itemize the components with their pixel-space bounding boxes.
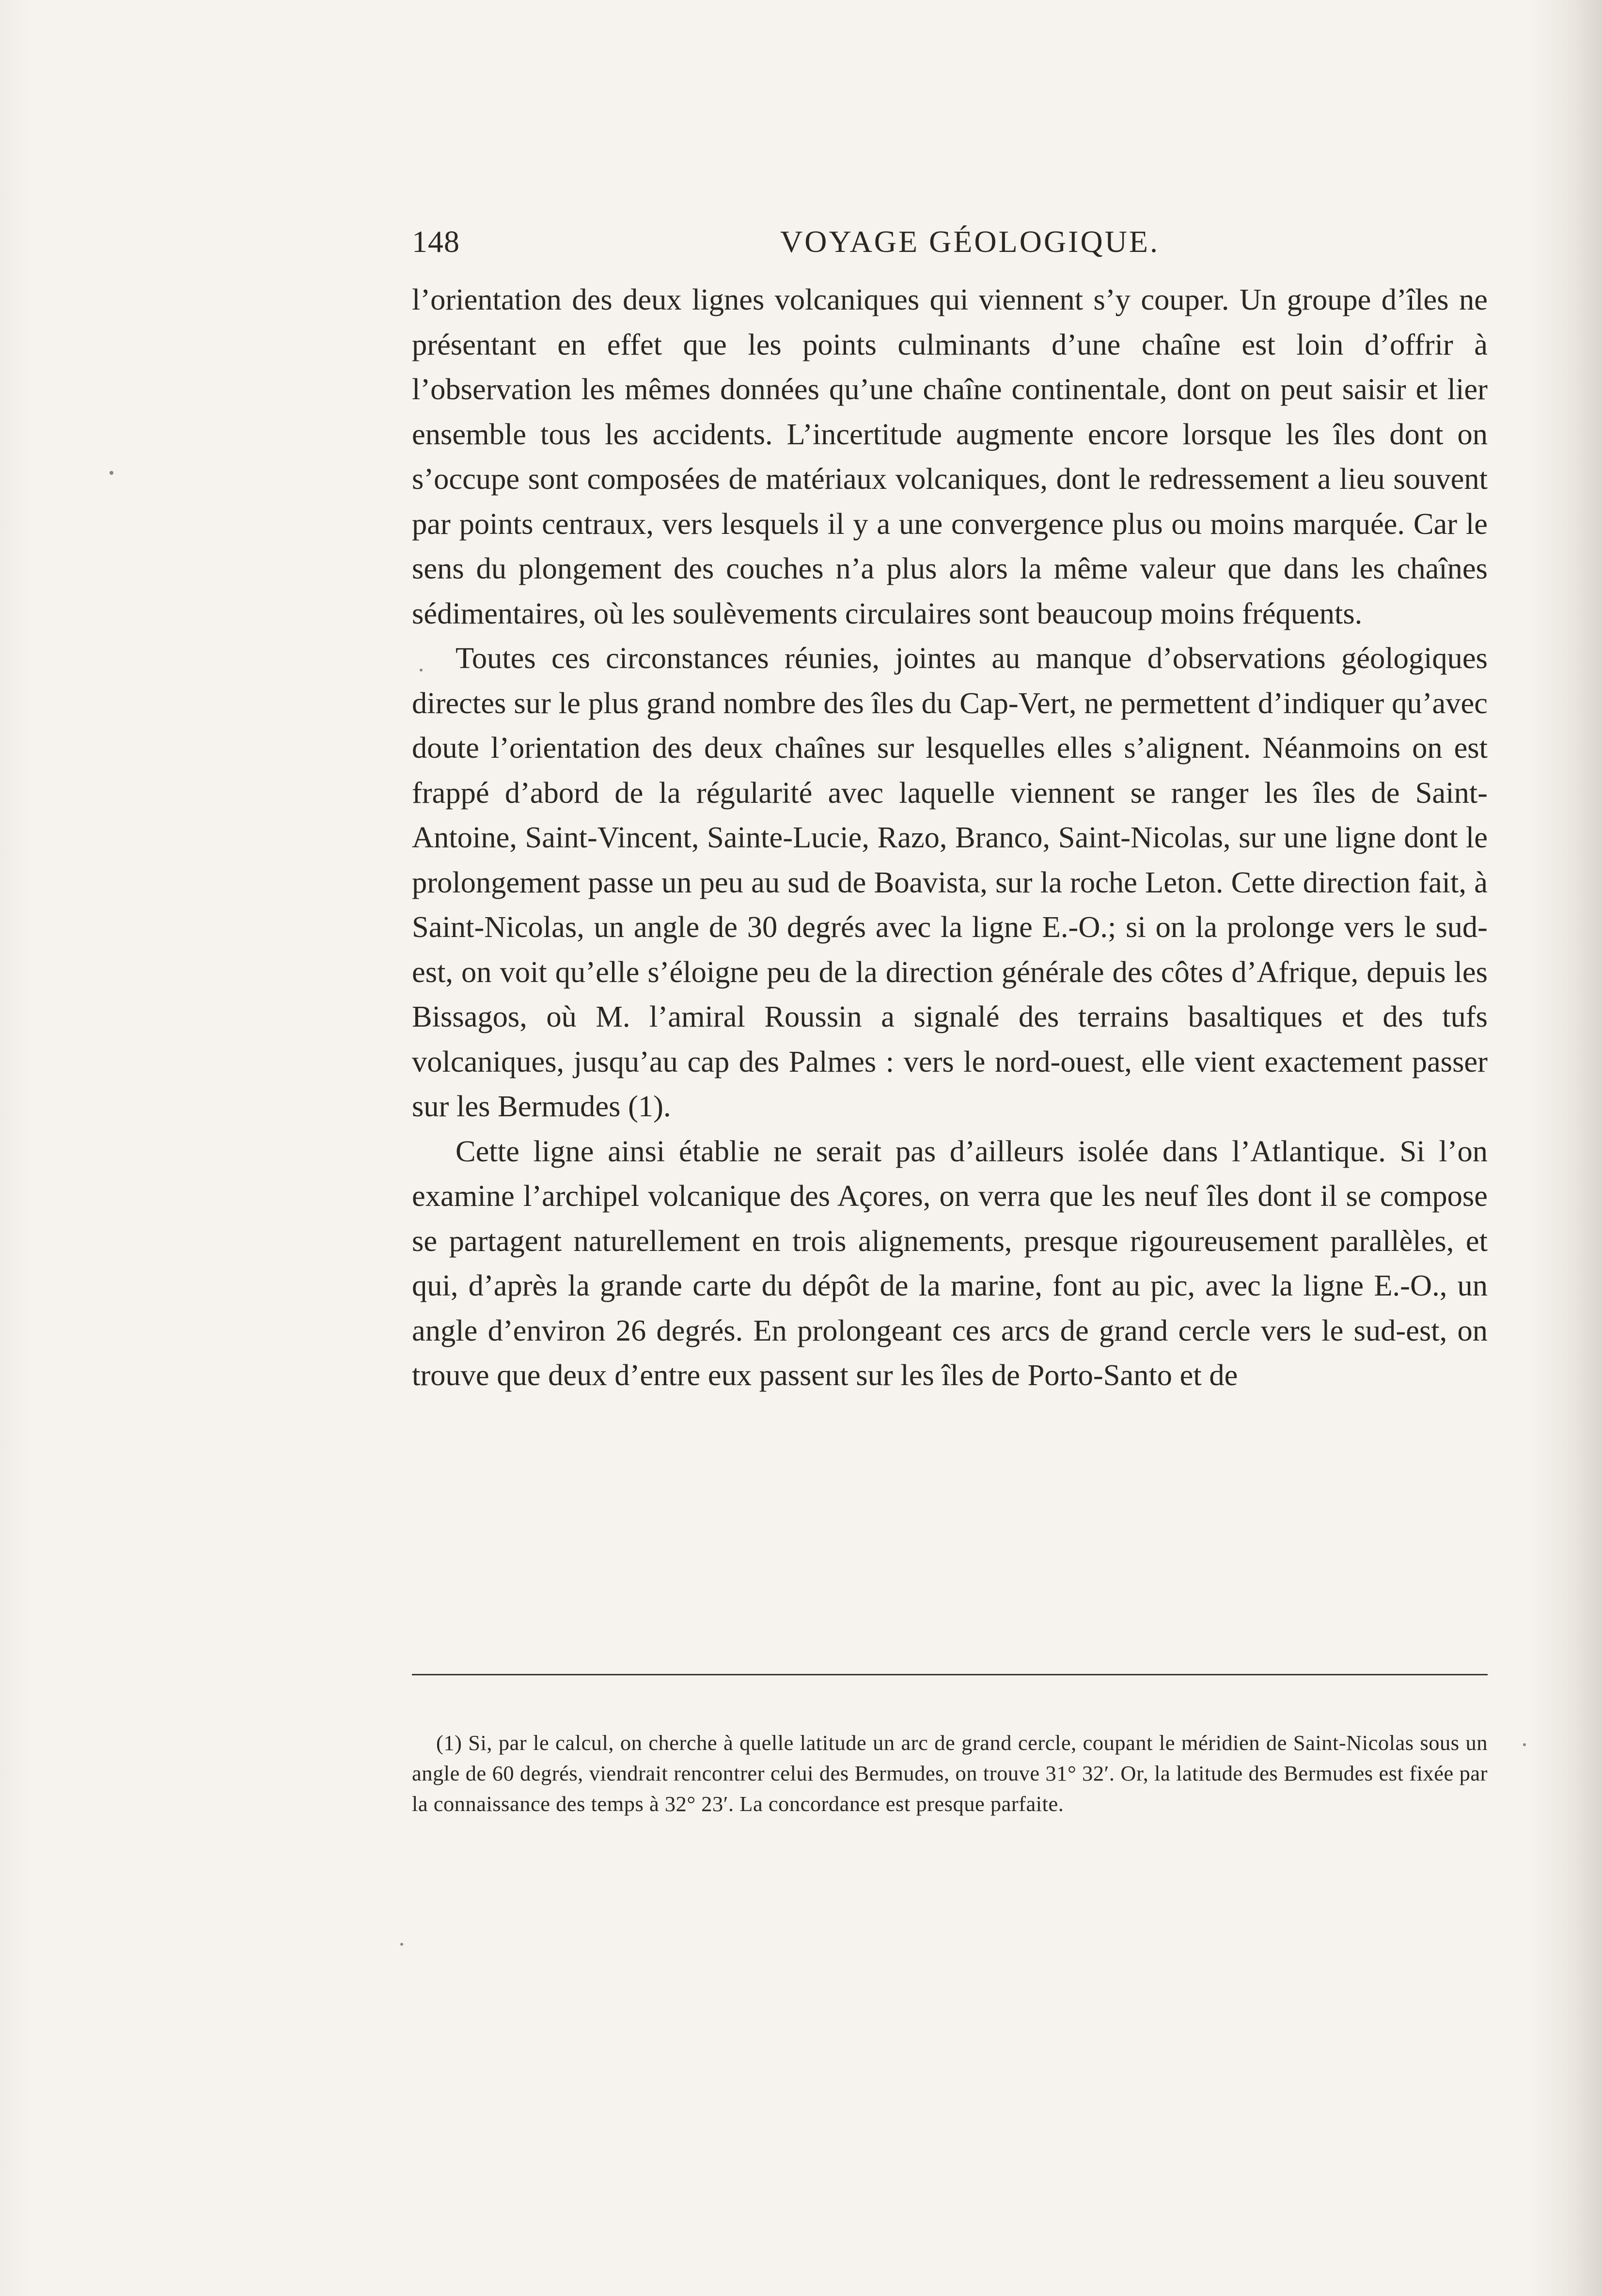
body-text (412, 277, 1488, 1398)
footnote: (1) Si, par le calcul, on cherche à quelle latitude un arc de grand cercle, coupant le méridien de Saint-Nicolas sous un angle de 60 degrés, viendrait rencontrer celui des Bermudes, on trouve 31° 32′. Or, la latitude des Bermudes est fixée par la connaissance des temps à 32° 23′. La concordance est presque parfaite. (412, 1731, 1488, 1816)
footnote-rule (412, 1674, 1488, 1675)
page-edge-shadow-right (1529, 0, 1602, 2296)
paper-speck (1523, 1743, 1526, 1746)
paper-speck (110, 471, 113, 475)
paragraph: Toutes ces circonstances réunies, jointes au manque d’observations géologiques directes sur le plus grand nombre des îles du Cap-Vert, ne permettent d’indiquer qu’avec doute l’orientation des deux chaînes sur lesquelles elles s’alignent. Néanmoins on est frappé d’abord de la régularité avec laquelle viennent se ranger les îles de Saint-Antoine, Saint-Vincent, Sainte-Lucie, Razo, Branco, Saint-Nicolas, sur une ligne dont le prolongement passe un peu au sud de Boavista, sur la roche Leton. Cette direction fait, à Saint-Nicolas, un angle de 30 degrés avec la ligne E.-O.; si on la prolonge vers le sud-est, on voit qu’elle s’éloigne peu de la direction générale des côtes d’Afrique, depuis les Bissagos, où M. l’amiral Roussin a signalé des terrains basaltiques et des tufs volcaniques, jusqu’au cap des Palmes : vers le nord-ouest, elle vient exactement passer sur les Bermudes (1). (412, 641, 1488, 1123)
paragraph: Cette ligne ainsi établie ne serait pas d’ailleurs isolée dans l’Atlantique. Si l’on examine l’archipel volcanique des Açores, on verra que les neuf îles dont il se compose se partagent naturellement en trois alignements, presque rigoureusement parallèles, et qui, d’après la grande carte du dépôt de la marine, font au pic, avec la ligne E.-O., un angle d’environ 26 degrés. En prolongeant ces arcs de grand cercle vers le sud-est, on trouve que deux d’entre eux passent sur les îles de Porto-Santo et de (412, 1134, 1488, 1392)
paper-speck (400, 1943, 403, 1946)
paragraph: l’orientation des deux lignes volcaniques qui viennent s’y couper. Un groupe d’îles ne présentant en effet que les points culminants d’une chaîne est loin d’offrir à l’observation les mêmes données qu’une chaîne continentale, dont on peut saisir et lier ensemble tous les accidents. L’incertitude augmente encore lorsque les îles dont on s’occupe sont composées de matériaux volcaniques, dont le redressement a lieu souvent par points centraux, vers lesquels il y a une convergence plus ou moins marquée. Car le sens du plongement des couches n’a plus alors la même valeur que dans les chaînes sédimentaires, où les soulèvements circulaires sont beaucoup moins fréquents. (412, 282, 1488, 630)
page-edge-shadow-left (0, 0, 29, 2296)
running-title: VOYAGE GÉOLOGIQUE. (780, 224, 1160, 259)
page-number: 148 (412, 224, 460, 259)
running-header (412, 224, 1488, 267)
